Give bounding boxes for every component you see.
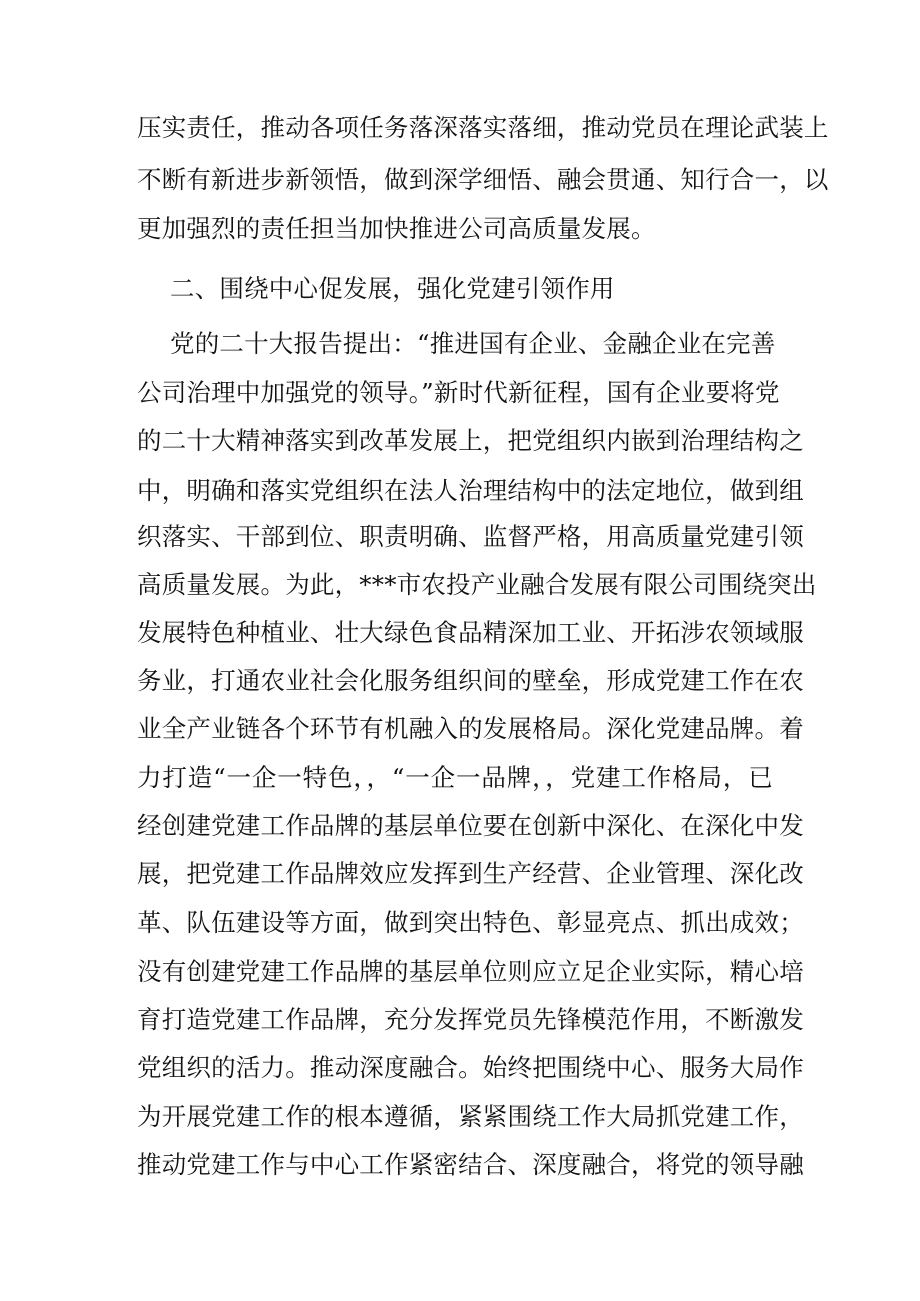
paragraph-line: 力打造“一企一特色，，“一企一品牌，，党建工作格局，已 — [137, 763, 773, 792]
paragraph-line: 织落实、干部到位、职责明确、监督严格，用高质量党建引领 — [137, 522, 804, 551]
paragraph-line: 更加强烈的责任担当加快推进公司高质量发展。 — [137, 214, 656, 243]
paragraph-line: 务业，打通农业社会化服务组织间的壁垒，形成党建工作在农 — [137, 666, 804, 695]
paragraph-line: 不断有新进步新领悟，做到深学细悟、融会贯通、知行合一，以 — [137, 165, 829, 194]
section-heading: 二、围绕中心促发展，强化党建引领作用 — [170, 274, 615, 303]
paragraph-line: 经创建党建工作品牌的基层单位要在创新中深化、在深化中发 — [137, 811, 804, 840]
paragraph-line: 展，把党建工作品牌效应发挥到生产经营、企业管理、深化改 — [137, 859, 804, 888]
paragraph-line: 中，明确和落实党组织在法人治理结构中的法定地位，做到组 — [137, 476, 804, 505]
paragraph-line: 压实责任，推动各项任务落深落实落细，推动党员在理论武装上 — [137, 113, 829, 142]
paragraph-line: 党组织的活力。推动深度融合。始终把围绕中心、服务大局作 — [137, 1053, 804, 1082]
paragraph-line: 育打造党建工作品牌，充分发挥党员先锋模范作用，不断激发 — [137, 1005, 804, 1034]
paragraph-line: 革、队伍建设等方面，做到突出特色、彰显亮点、抓出成效； — [137, 908, 804, 937]
paragraph-line: 发展特色种植业、壮大绿色食品精深加工业、开拓涉农领域服 — [137, 618, 804, 647]
paragraph-line: 高质量发展。为此，***市农投产业融合发展有限公司围绕突出 — [137, 570, 817, 599]
paragraph-line: 没有创建党建工作品牌的基层单位则应立足企业实际，精心培 — [137, 957, 804, 986]
paragraph-line: 推动党建工作与中心工作紧密结合、深度融合，将党的领导融 — [137, 1150, 804, 1179]
paragraph-line: 公司治理中加强党的领导。”新时代新征程，国有企业要将党 — [137, 378, 780, 407]
paragraph-line: 的二十大精神落实到改革发展上，把党组织内嵌到治理结构之 — [137, 426, 804, 455]
paragraph-line: 业全产业链各个环节有机融入的发展格局。深化党建品牌。着 — [137, 714, 804, 743]
paragraph-line: 为开展党建工作的根本遵循，紧紧围绕工作大局抓党建工作， — [137, 1102, 804, 1131]
paragraph-line: 党的二十大报告提出：“推进国有企业、金融企业在完善 — [170, 329, 776, 358]
